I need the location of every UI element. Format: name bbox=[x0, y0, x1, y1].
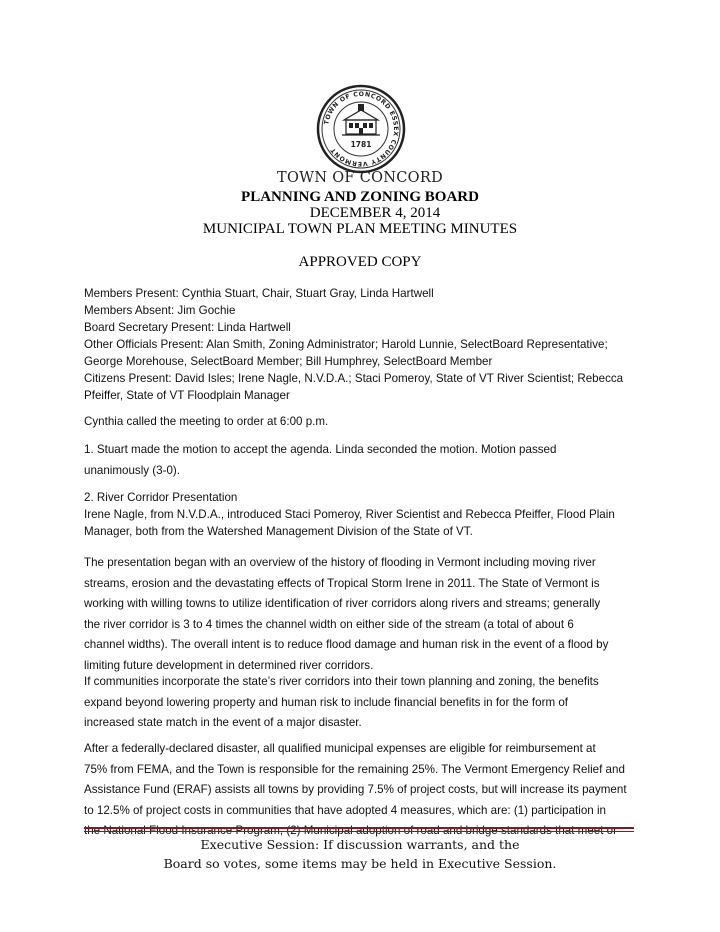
paragraph-line: After a federally-declared disaster, all qualified municipal expenses are eligible for reimbursement at bbox=[84, 742, 596, 755]
paragraph-line: If communities incorporate the state’s river corridors into their town planning and zoning, the benefits bbox=[84, 675, 599, 688]
agenda-item-2 bbox=[84, 489, 644, 540]
attendance-line: Other Officials Present: Alan Smith, Zoning Administrator; Harold Lunnie, SelectBoard Representative; bbox=[84, 338, 608, 351]
agenda-item-1 bbox=[84, 440, 644, 481]
attendance-line: Members Present: Cynthia Stuart, Chair, Stuart Gray, Linda Hartwell bbox=[84, 287, 434, 300]
item2-line: Irene Nagle, from N.V.D.A., introduced Staci Pomeroy, River Scientist and Rebecca Pfeiffer, Flood Plain bbox=[84, 508, 615, 521]
copy-status: APPROVED COPY bbox=[298, 254, 422, 270]
communities-paragraph bbox=[84, 672, 644, 734]
item1-line: unanimously (3-0). bbox=[84, 463, 181, 477]
meeting-date: DECEMBER 4, 2014 bbox=[309, 205, 441, 221]
footer-divider bbox=[84, 827, 634, 829]
paragraph-line: streams, erosion and the devastating effects of Tropical Storm Irene in 2011. The State of Vermont is bbox=[84, 576, 600, 590]
call-to-order-text: Cynthia called the meeting to order at 6:00 p.m. bbox=[84, 415, 329, 428]
svg-text:TOWN OF CONCORD ESSEX COUNTY V: TOWN OF CONCORD ESSEX COUNTY VERMONT bbox=[323, 90, 400, 168]
paragraph-line: 75% from FEMA, and the Town is responsible for the remaining 25%. The Vermont Emergency Relief and bbox=[84, 762, 625, 776]
paragraph-line: limiting future development in determined river corridors. bbox=[84, 658, 374, 672]
town-name: TOWN OF CONCORD bbox=[276, 170, 443, 186]
paragraph-line: the river corridor is 3 to 4 times the channel width on either side of the stream (a total of about 6 bbox=[84, 617, 574, 631]
call-to-order bbox=[84, 413, 644, 430]
item2-heading: 2. River Corridor Presentation bbox=[84, 491, 238, 504]
seal-year: 1781 bbox=[350, 140, 372, 149]
attendance-line: Citizens Present: David Isles; Irene Nagle, N.V.D.A.; Staci Pomeroy, State of VT River Scientist; Rebecca bbox=[84, 372, 624, 385]
footer-divider-thin bbox=[84, 831, 634, 832]
paragraph-line: channel widths). The overall intent is to reduce flood damage and human risk in the event of a flood by bbox=[84, 638, 609, 651]
board-title: PLANNING AND ZONING BOARD bbox=[241, 189, 479, 205]
meeting-title: MUNICIPAL TOWN PLAN MEETING MINUTES bbox=[202, 221, 518, 237]
attendance-line: Board Secretary Present: Linda Hartwell bbox=[84, 321, 291, 334]
paragraph-line: The presentation began with an overview of the history of flooding in Vermont including moving river bbox=[84, 556, 596, 569]
paragraph-line: working with willing towns to utilize identification of river corridors along rivers and streams; generally bbox=[84, 597, 601, 610]
item1-line: 1. Stuart made the motion to accept the agenda. Linda seconded the motion. Motion passed bbox=[84, 443, 557, 456]
attendance-line: George Morehouse, SelectBoard Member; Bill Humphrey, SelectBoard Member bbox=[84, 355, 493, 368]
paragraph-line: Assistance Fund (ERAF) assists all towns by providing 7.5% of project costs, but will increase its payment bbox=[84, 783, 627, 796]
attendance-line: Pfeiffer, State of VT Floodplain Manager bbox=[84, 389, 290, 402]
footer-line-1: Executive Session: If discussion warrants, and the bbox=[200, 837, 520, 852]
paragraph-line: increased state match in the event of a major disaster. bbox=[84, 716, 362, 729]
presentation-paragraph bbox=[84, 553, 644, 676]
attendance-line: Members Absent: Jim Gochie bbox=[84, 304, 236, 317]
item2-line: Manager, both from the Watershed Management Division of the State of VT. bbox=[84, 525, 473, 538]
footer-line-2: Board so votes, some items may be held in Executive Session. bbox=[163, 856, 557, 871]
paragraph-line: expand beyond lowering property and human risk to include financial benefits in for the form of bbox=[84, 695, 568, 709]
attendance-block bbox=[84, 285, 644, 404]
paragraph-line: the National Flood Insurance Program; (2) Municipal adoption of road and bridge standards that meet or bbox=[84, 824, 617, 837]
paragraph-line: to 12.5% of project costs in communities that have adopted 4 measures, which are: (1) participation in bbox=[84, 803, 606, 817]
town-seal-logo bbox=[316, 84, 406, 174]
